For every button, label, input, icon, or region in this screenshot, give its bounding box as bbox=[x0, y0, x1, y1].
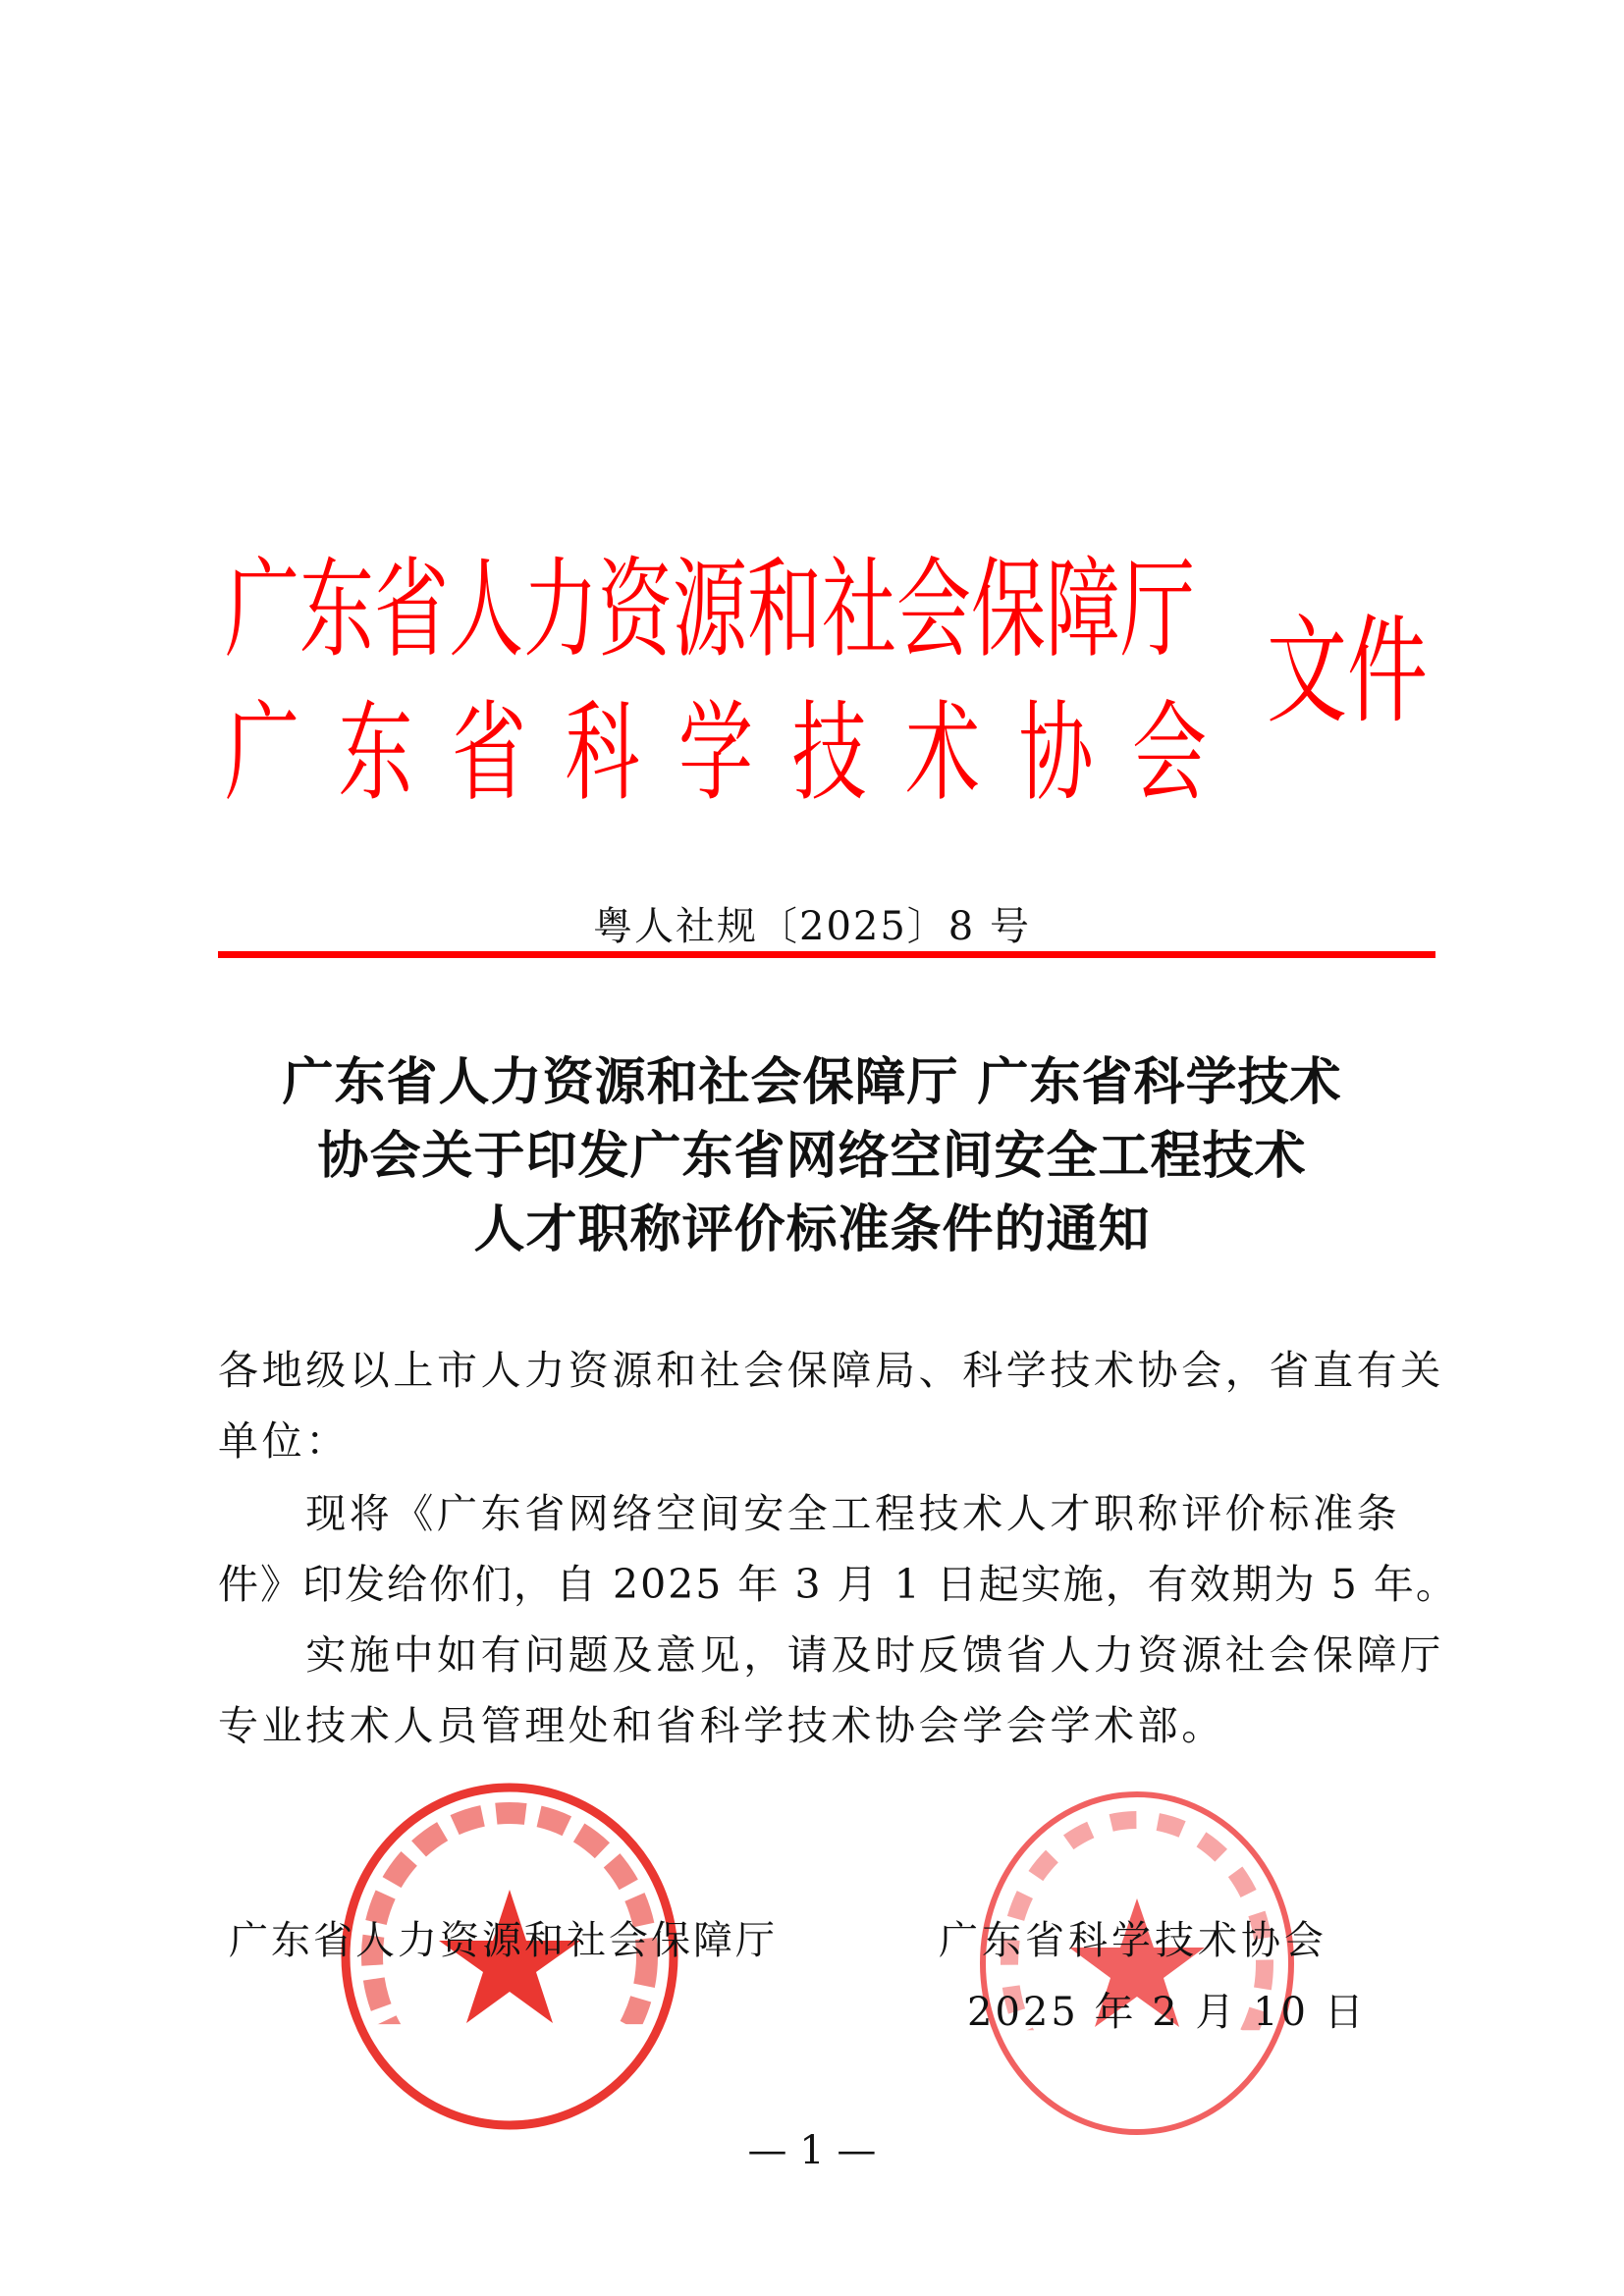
issuer-char: 技 bbox=[791, 688, 867, 816]
document-number: 粤人社规〔2025〕8 号 bbox=[593, 904, 1031, 949]
red-divider bbox=[218, 951, 1435, 958]
body-line: 各地级以上市人力资源和社会保障局、科学技术协会，省直有关 bbox=[218, 1347, 1444, 1394]
issuer-char: 东 bbox=[338, 688, 413, 816]
body-line: 现将《广东省网络空间安全工程技术人才职称评价标准条 bbox=[218, 1490, 1401, 1537]
signature-right: 广东省科学技术协会 bbox=[939, 1918, 1327, 1963]
body-line: 单位： bbox=[218, 1417, 350, 1465]
title-line: 广东省人力资源和社会保障厅 广东省科学技术 bbox=[282, 1052, 1342, 1112]
title-line: 人才职称评价标准条件的通知 bbox=[473, 1200, 1151, 1259]
issuer-line-2 bbox=[225, 688, 1207, 816]
body-line: 件》印发给你们，自 2025 年 3 月 1 日起实施，有效期为 5 年。 bbox=[218, 1561, 1458, 1608]
signature-left: 广东省人力资源和社会保障厅 bbox=[229, 1918, 778, 1963]
page-number: — 1 — bbox=[747, 2128, 877, 2173]
issuer-char: 科 bbox=[565, 688, 640, 816]
issuer-char: 会 bbox=[1132, 688, 1207, 816]
issuer-char: 省 bbox=[452, 688, 526, 816]
signature-date: 2025 年 2 月 10 日 bbox=[967, 1990, 1367, 2035]
doc-type-label: 文件 bbox=[1267, 604, 1429, 740]
title-line: 协会关于印发广东省网络空间安全工程技术 bbox=[317, 1126, 1307, 1186]
issuer-line-1: 广东省人力资源和社会保障厅 bbox=[225, 545, 1195, 672]
issuer-char: 学 bbox=[678, 688, 753, 816]
issuer-char: 协 bbox=[1018, 688, 1094, 816]
body-line: 实施中如有问题及意见，请及时反馈省人力资源社会保障厅 bbox=[218, 1631, 1444, 1679]
body-line: 专业技术人员管理处和省科学技术协会学会学术部。 bbox=[218, 1702, 1225, 1749]
issuer-char: 术 bbox=[905, 688, 980, 816]
issuer-char: 广 bbox=[225, 688, 299, 816]
